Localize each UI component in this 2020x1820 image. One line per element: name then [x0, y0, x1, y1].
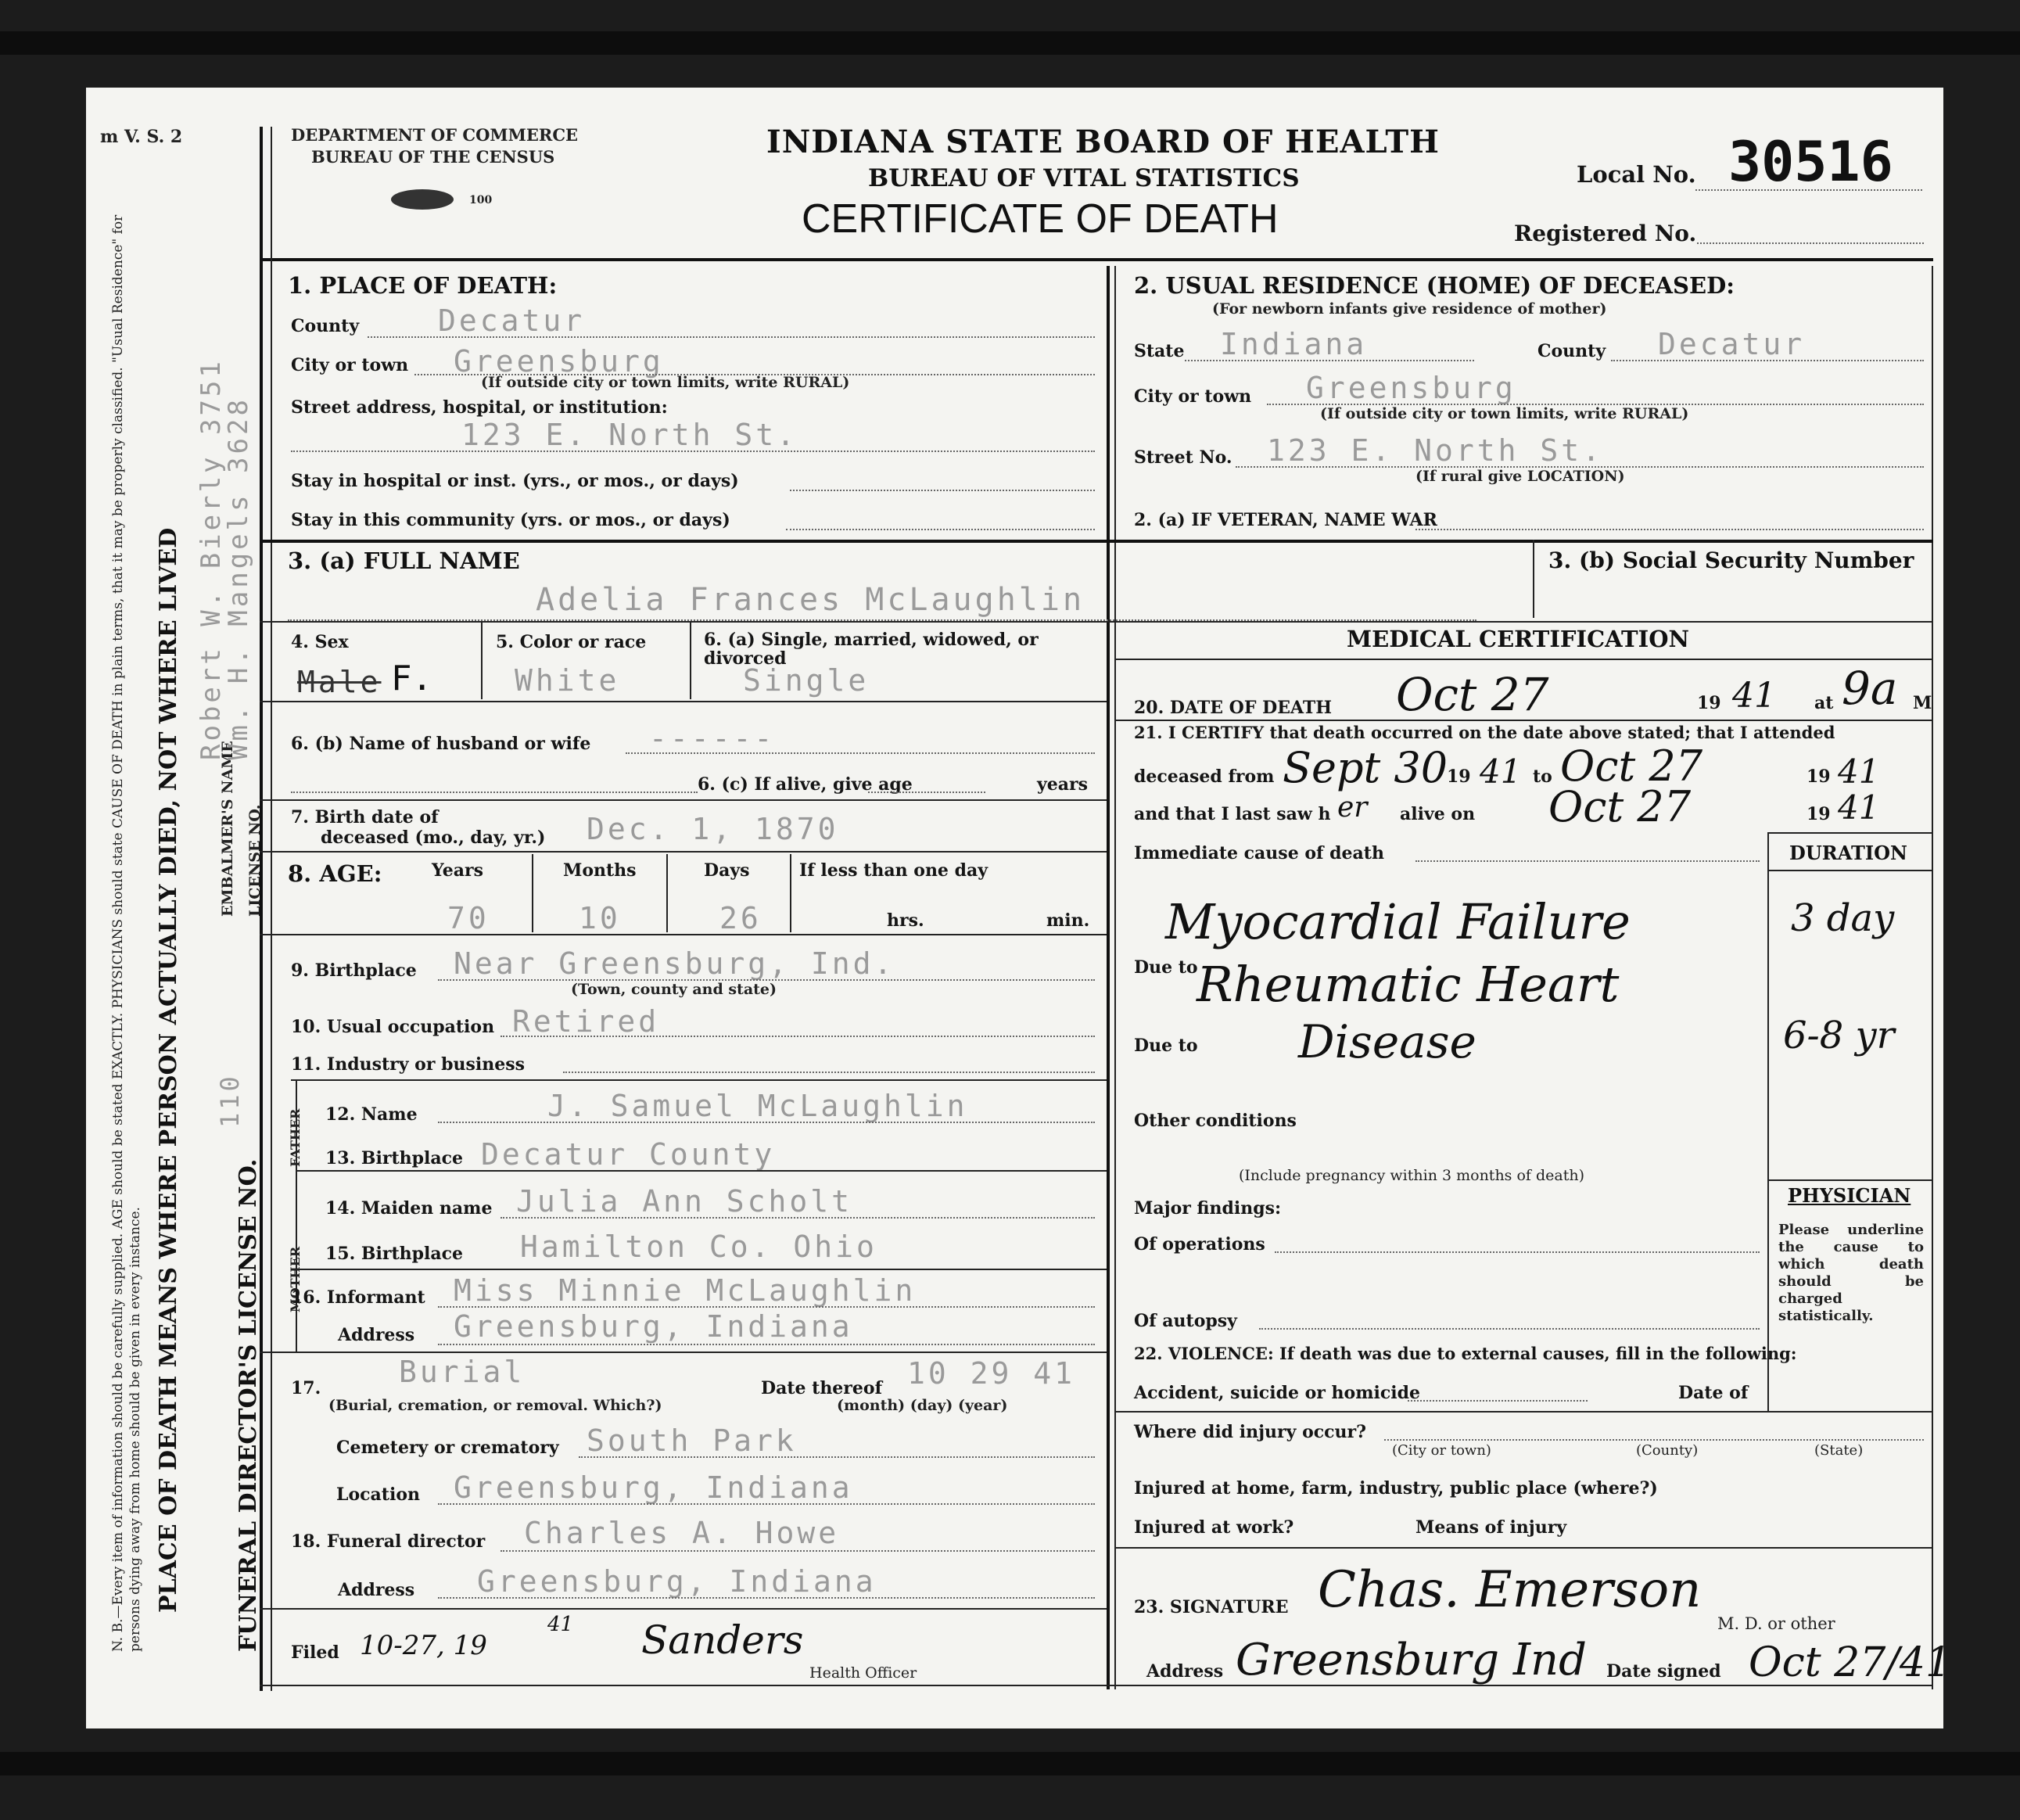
rule — [260, 1608, 1107, 1610]
embalmer-name-label: EMBALMER'S NAME — [219, 741, 236, 917]
alive-on-label: alive on — [1400, 804, 1476, 824]
rule — [868, 792, 985, 793]
scan-noise-band — [0, 31, 2020, 55]
embalmer-name-value: Robert W. Bierly 3751 — [196, 358, 227, 760]
rule — [296, 1269, 1107, 1270]
due-to-label-1: Due to — [1134, 957, 1198, 978]
age-months-value: 10 — [579, 901, 621, 935]
min-label: min. — [1046, 910, 1090, 931]
hrs-label: hrs. — [887, 910, 924, 931]
cemetery-value: South Park — [587, 1423, 797, 1458]
mother-side-label: MOTHER — [288, 1246, 303, 1312]
rule — [368, 336, 1095, 338]
seal-number: 100 — [469, 194, 493, 206]
rule — [438, 1122, 1095, 1123]
physician-note: Please underline the cause to which death should be charged statistically. — [1778, 1222, 1924, 1324]
city-value: Greensburg — [454, 344, 664, 379]
rule — [1114, 659, 1932, 660]
rule — [1114, 266, 1116, 1689]
physician-address-label: Address — [1146, 1661, 1224, 1682]
rule — [1415, 529, 1924, 530]
rule — [291, 792, 698, 793]
disposal-value: Burial — [399, 1355, 526, 1389]
disposal-note: (Burial, cremation, or removal. Which?) — [328, 1397, 662, 1414]
rule — [1185, 360, 1474, 361]
age-less-than-day-label: If less than one day — [799, 860, 988, 881]
father-birthplace-value: Decatur County — [481, 1137, 776, 1172]
rule — [690, 621, 691, 699]
date-signed-value: Oct 27/41 — [1749, 1639, 1952, 1686]
rule — [260, 621, 1933, 623]
means-injury-label: Means of injury — [1415, 1517, 1567, 1538]
signature-label: 23. SIGNATURE — [1134, 1597, 1289, 1617]
immediate-cause-label: Immediate cause of death — [1134, 843, 1384, 863]
county-value: Decatur — [438, 303, 586, 338]
md-label: M. D. or other — [1717, 1614, 1835, 1633]
license-no-label: LICENSE NO. — [246, 804, 264, 917]
father-side-label: FATHER — [288, 1108, 303, 1167]
rule — [1533, 540, 1534, 618]
rule — [1114, 1411, 1932, 1413]
age-months-label: Months — [563, 860, 637, 881]
stay-hospital-label: Stay in hospital or inst. (yrs., or mos., or days) — [291, 471, 739, 491]
rule — [501, 1217, 1095, 1219]
death-month-day: Oct 27 — [1396, 668, 1549, 721]
father-name-label: 12. Name — [325, 1104, 418, 1125]
residence-city-note: (If outside city or town limits, write RURAL) — [1320, 405, 1689, 422]
residence-note: (For newborn infants give residence of mother) — [1212, 300, 1607, 318]
funeral-address-label: Address — [338, 1580, 415, 1600]
funeral-director-value: Charles A. Howe — [524, 1516, 840, 1550]
registered-no-label: Registered No. — [1514, 221, 1697, 246]
rule — [501, 1550, 1095, 1552]
cemetery-label: Cemetery or crematory — [336, 1438, 559, 1458]
race-value: White — [515, 663, 620, 698]
form-number: m V. S. 2 — [100, 127, 183, 147]
usual-residence-heading: 2. USUAL RESIDENCE (HOME) OF DECEASED: — [1134, 272, 1735, 299]
residence-street-note: (If rural give LOCATION) — [1415, 468, 1625, 485]
rule — [260, 1352, 1107, 1353]
major-findings-label: Major findings: — [1134, 1198, 1282, 1219]
birthdate-value: Dec. 1, 1870 — [587, 812, 839, 846]
death-time: 9a — [1842, 662, 1898, 715]
last-saw-pronoun: er — [1337, 792, 1368, 824]
city-label: City or town — [291, 355, 409, 375]
age-days-value: 26 — [719, 901, 762, 935]
residence-city-label: City or town — [1134, 386, 1252, 407]
of-autopsy-label: Of autopsy — [1134, 1311, 1237, 1331]
rule — [438, 1306, 1095, 1308]
informant-address-value: Greensburg, Indiana — [454, 1309, 853, 1344]
rule — [1767, 1179, 1932, 1181]
date-of-injury-label: Date of — [1678, 1383, 1749, 1403]
mother-birthplace-label: 15. Birthplace — [325, 1244, 464, 1264]
street-address-value: 123 E. North St. — [461, 418, 798, 452]
bureau-census: BUREAU OF THE CENSUS — [311, 147, 555, 167]
date-signed-label: Date signed — [1606, 1661, 1721, 1682]
rule — [1767, 832, 1769, 1411]
local-no-label: Local No. — [1577, 161, 1696, 188]
rule — [1695, 189, 1922, 191]
street-address-label: Street address, hospital, or institution: — [291, 397, 668, 418]
death-m-label: M — [1913, 693, 1932, 713]
duration-2: 6-8 yr — [1783, 1014, 1895, 1057]
years-label: years — [1037, 774, 1089, 795]
rule — [1932, 266, 1933, 1689]
rule — [1259, 1328, 1760, 1330]
residence-street-value: 123 E. North St. — [1267, 433, 1604, 468]
location-value: Greensburg, Indiana — [454, 1470, 853, 1505]
birthplace-label: 9. Birthplace — [291, 960, 417, 981]
attended-to: Oct 27 — [1560, 741, 1703, 791]
last-saw-year: 41 — [1838, 788, 1880, 827]
funeral-address-value: Greensburg, Indiana — [477, 1564, 877, 1599]
date-of-death-label: 20. DATE OF DEATH — [1134, 698, 1332, 718]
rule — [260, 701, 1107, 702]
vital-statistics-title: BUREAU OF VITAL STATISTICS — [868, 164, 1300, 192]
last-saw-date: Oct 27 — [1548, 782, 1692, 831]
due-to-value-1: Rheumatic Heart — [1197, 956, 1620, 1013]
to-label: to — [1533, 766, 1552, 787]
spouse-age-label: 6. (c) If alive, give age — [698, 774, 913, 795]
location-label: Location — [336, 1484, 420, 1505]
rule — [666, 854, 668, 932]
local-no-value: 30516 — [1728, 130, 1893, 194]
rule — [271, 127, 272, 1691]
place-of-death-note: PLACE OF DEATH MEANS WHERE PERSON ACTUALLY DIED, NOT WHERE LIVED — [155, 527, 182, 1613]
margin-instruction-note: N. B.—Every item of information should be carefully supplied. AGE should be stated EXACTLY. PHYSICIANS should state CAUSE OF DEATH in plain terms, that it may be properly classified. "Usual Residence" for persons dying away from home should be given in every instance. — [110, 214, 143, 1652]
industry-label: 11. Industry or business — [291, 1054, 525, 1075]
age-years-value: 70 — [447, 901, 490, 935]
mother-maiden-value: Julia Ann Scholt — [516, 1184, 853, 1219]
health-officer-label: Health Officer — [809, 1664, 917, 1682]
rule — [1114, 1547, 1932, 1549]
rule — [1767, 870, 1932, 871]
rule — [260, 934, 1107, 935]
of-operations-label: Of operations — [1134, 1234, 1265, 1255]
pregnancy-note: (Include pregnancy within 3 months of death) — [1239, 1167, 1585, 1184]
last-saw-label: and that I last saw h — [1134, 804, 1331, 824]
certify-text: 21. I CERTIFY that death occurred on the date above stated; that I attended — [1134, 723, 1835, 742]
informant-label: 16. Informant — [291, 1287, 425, 1308]
city-note: (If outside city or town limits, write RURAL) — [481, 374, 850, 391]
rule — [296, 1170, 1107, 1172]
father-birthplace-label: 13. Birthplace — [325, 1148, 464, 1168]
rule — [291, 1079, 1107, 1081]
violence-label: 22. VIOLENCE: If death was due to external causes, fill in the following: — [1134, 1344, 1797, 1363]
duration-heading: DURATION — [1789, 842, 1907, 864]
birthdate-label-line2: deceased (mo., day, yr.) — [321, 827, 546, 848]
funeral-director-license-label: FUNERAL DIRECTOR'S LICENSE NO. — [235, 1158, 262, 1652]
rule — [786, 529, 1095, 530]
full-name-value: Adelia Frances McLaughlin — [536, 582, 1085, 618]
rule — [260, 540, 1933, 543]
stay-community-label: Stay in this community (yrs. or mos., or days) — [291, 510, 730, 530]
father-name-value: J. Samuel McLaughlin — [547, 1089, 968, 1123]
death-certificate-sheet — [86, 88, 1952, 1728]
age-years-label: Years — [432, 860, 484, 881]
residence-street-label: Street No. — [1134, 447, 1232, 468]
rule — [1697, 242, 1924, 244]
rule — [790, 490, 1095, 491]
physician-heading: PHYSICIAN — [1788, 1184, 1911, 1207]
filed-year: 41 — [547, 1613, 574, 1636]
rule — [260, 258, 1933, 261]
rule — [1767, 832, 1932, 834]
other-conditions-label: Other conditions — [1134, 1111, 1297, 1131]
census-seal-icon — [391, 189, 454, 210]
residence-state-value: Indiana — [1220, 327, 1368, 361]
scan-noise-band — [0, 1752, 2020, 1775]
rule — [260, 851, 1107, 853]
disposal-date-label: Date thereof — [761, 1378, 883, 1398]
mother-birthplace-value: Hamilton Co. Ohio — [520, 1229, 877, 1264]
rule — [579, 1456, 1095, 1458]
marital-value: Single — [743, 663, 870, 698]
birthplace-note: (Town, county and state) — [571, 981, 777, 998]
to-year-prefix: 19 — [1807, 766, 1831, 787]
physician-address-value: Greensburg Ind — [1236, 1635, 1587, 1685]
rule — [1114, 720, 1932, 721]
dept-commerce: DEPARTMENT OF COMMERCE — [291, 125, 579, 145]
rule — [260, 1685, 1933, 1686]
veteran-label: 2. (a) IF VETERAN, NAME WAR — [1134, 510, 1437, 530]
page-title: CERTIFICATE OF DEATH — [802, 196, 1279, 242]
attended-from: Sept 30 — [1283, 743, 1448, 792]
rule — [1107, 266, 1110, 1689]
funeral-director-license-value: 110 — [215, 1073, 245, 1128]
spouse-label: 6. (b) Name of husband or wife — [291, 734, 591, 754]
health-officer-signature: Sanders — [641, 1617, 804, 1663]
death-year: 41 — [1732, 676, 1776, 716]
rule — [291, 451, 1095, 452]
filed-label: Filed — [291, 1642, 339, 1663]
rule — [1611, 360, 1924, 361]
informant-value: Miss Minnie McLaughlin — [454, 1273, 917, 1308]
rule — [563, 1072, 1095, 1073]
last-saw-year-prefix: 19 — [1807, 804, 1831, 824]
disposal-date-value: 10 29 41 — [907, 1356, 1076, 1391]
rule — [532, 854, 533, 932]
physician-signature: Chas. Emerson — [1318, 1561, 1702, 1619]
place-of-death-heading: 1. PLACE OF DEATH: — [288, 272, 558, 299]
occupation-label: 10. Usual occupation — [291, 1017, 495, 1037]
residence-state-label: State — [1134, 341, 1185, 361]
disposal-date-note: (month) (day) (year) — [837, 1397, 1008, 1414]
rule — [438, 1503, 1095, 1505]
disposal-number: 17. — [291, 1378, 321, 1398]
board-of-health-title: INDIANA STATE BOARD OF HEALTH — [766, 124, 1440, 160]
ssn-label: 3. (b) Social Security Number — [1548, 547, 1914, 573]
rule — [438, 1597, 1095, 1599]
rule — [1275, 1251, 1760, 1253]
rule — [260, 799, 1107, 801]
spouse-value: ------ — [649, 721, 776, 756]
county-note: (County) — [1636, 1442, 1699, 1459]
rule — [501, 1036, 1095, 1037]
duration-1: 3 day — [1791, 896, 1895, 940]
county-label: County — [291, 316, 360, 336]
injured-home-label: Injured at home, farm, industry, public place (where?) — [1134, 1478, 1658, 1499]
funeral-director-label: 18. Funeral director — [291, 1531, 486, 1552]
sex-value: F. — [391, 659, 432, 698]
attended-from-year: 41 — [1480, 752, 1522, 791]
mother-maiden-label: 14. Maiden name — [325, 1198, 493, 1219]
birthdate-label-line1: 7. Birth date of — [291, 807, 439, 827]
accident-label: Accident, suicide or homicide — [1134, 1383, 1420, 1403]
residence-county-label: County — [1537, 341, 1606, 361]
injured-work-label: Injured at work? — [1134, 1517, 1294, 1538]
rule — [1408, 1400, 1588, 1402]
deceased-from-label: deceased from — [1134, 766, 1275, 787]
marital-label: 6. (a) Single, married, widowed, or divorced — [704, 630, 1039, 669]
age-label: 8. AGE: — [288, 860, 382, 887]
sex-label: 4. Sex — [291, 632, 349, 652]
rule — [438, 1344, 1095, 1345]
birthplace-value: Near Greensburg, Ind. — [454, 946, 895, 981]
rule — [626, 752, 1095, 754]
immediate-cause-value: Myocardial Failure — [1165, 893, 1631, 950]
sex-struck-value: Male — [297, 665, 382, 699]
death-year-prefix: 19 — [1697, 693, 1721, 713]
full-name-label: 3. (a) FULL NAME — [288, 547, 520, 574]
residence-city-value: Greensburg — [1306, 371, 1516, 405]
informant-address-label: Address — [338, 1325, 415, 1345]
filed-value: 10-27, 19 — [360, 1630, 487, 1661]
age-days-label: Days — [704, 860, 750, 881]
rule — [790, 854, 791, 932]
at-label: at — [1814, 693, 1834, 713]
attended-to-year: 41 — [1838, 752, 1880, 791]
from-year-prefix: 19 — [1447, 766, 1471, 787]
rule — [481, 621, 483, 699]
city-town-note: (City or town) — [1392, 1442, 1491, 1459]
due-to-value-2: Disease — [1298, 1015, 1476, 1068]
state-note: (State) — [1814, 1442, 1864, 1459]
residence-county-value: Decatur — [1658, 327, 1806, 361]
race-label: 5. Color or race — [496, 632, 647, 652]
rule — [1415, 860, 1760, 862]
license-no-value: Wm. H. Mangels 3628 — [223, 397, 254, 760]
due-to-label-2: Due to — [1134, 1036, 1198, 1056]
where-injury-label: Where did injury occur? — [1134, 1422, 1367, 1442]
medical-certification-heading: MEDICAL CERTIFICATION — [1347, 626, 1689, 652]
occupation-value: Retired — [512, 1004, 660, 1039]
rule — [1384, 1439, 1924, 1441]
